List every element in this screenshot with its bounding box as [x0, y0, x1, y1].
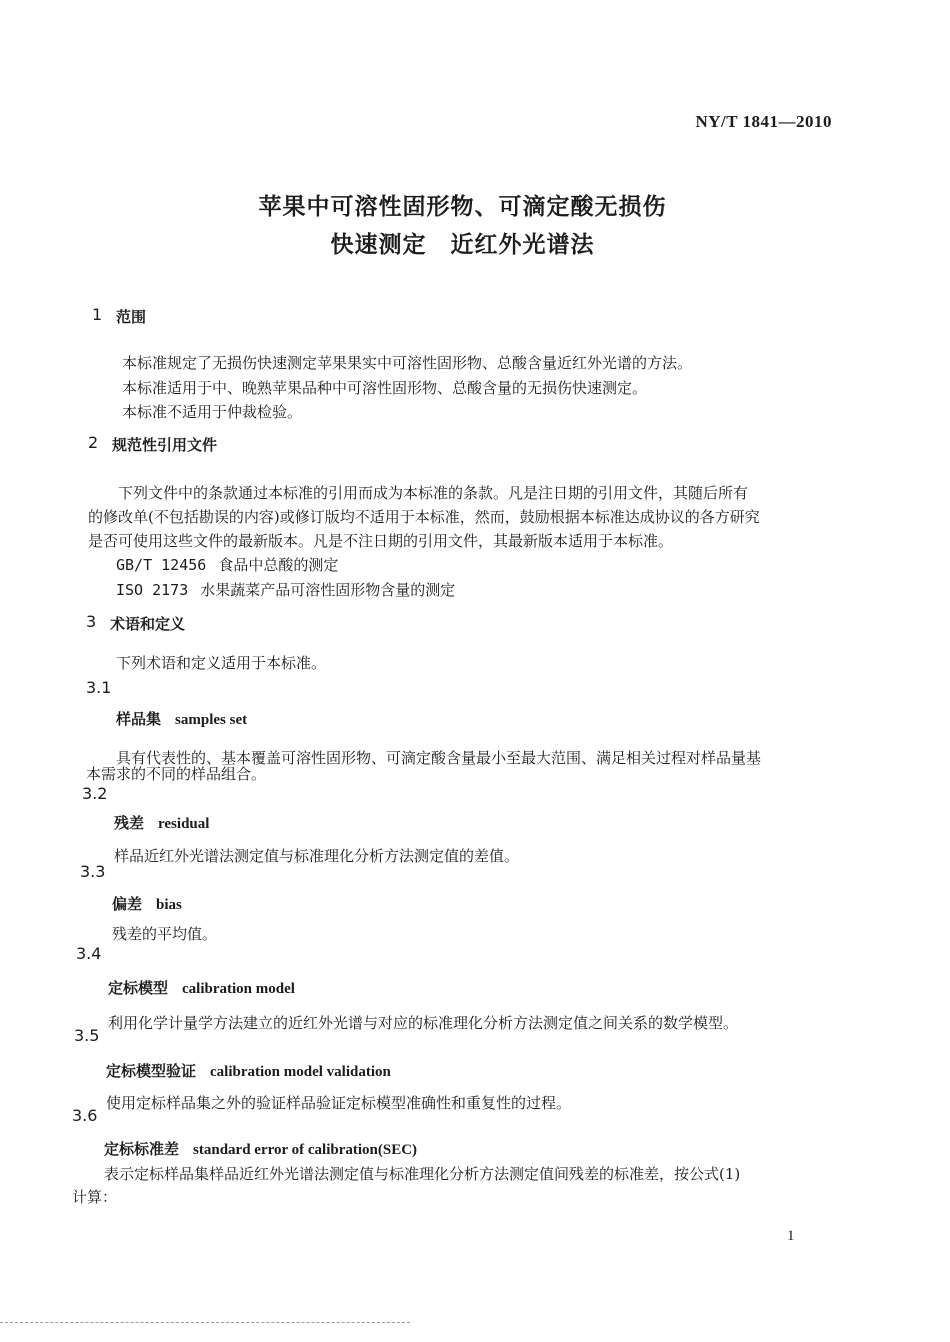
term-cn: 样品集 — [116, 710, 162, 728]
reference-title: 食品中总酸的测定 — [218, 556, 339, 574]
term-number: 3.5 — [74, 1026, 100, 1045]
section-1-title: 范围 — [116, 308, 147, 326]
term-definition-line: 本需求的不同的样品组合。 — [86, 765, 267, 783]
section-3-number: 3 — [86, 612, 97, 631]
document-title-line2: 快速测定 近红外光谱法 — [330, 232, 595, 258]
term-en: bias — [156, 897, 182, 913]
term-cn: 偏差 — [112, 895, 143, 913]
section-1-number: 1 — [92, 305, 103, 324]
term-definition-line: 具有代表性的、基本覆盖可溶性固形物、可滴定酸含量最小至最大范围、满足相关过程对样品量基 — [116, 749, 762, 767]
term-cn: 定标模型验证 — [106, 1062, 197, 1080]
term-en: standard error of calibration(SEC) — [193, 1142, 418, 1158]
section-2-paragraph-line: 下列文件中的条款通过本标准的引用而成为本标准的条款。凡是注日期的引用文件，其随后所有 — [118, 484, 749, 502]
section-3-intro: 下列术语和定义适用于本标准。 — [116, 654, 327, 672]
term-definition-line: 计算： — [72, 1188, 118, 1206]
section-3-title: 术语和定义 — [110, 615, 186, 633]
term-number: 3.2 — [82, 784, 108, 803]
scan-edge-line — [0, 1322, 410, 1323]
section-2-paragraph-line: 的修改单(不包括勘误的内容)或修订版均不适用于本标准，然而，鼓励根据本标准达成协议的各方研究 — [88, 508, 760, 526]
section-1-paragraph: 本标准不适用于仲裁检验。 — [122, 403, 303, 421]
term-heading — [114, 812, 209, 833]
section-2-number: 2 — [88, 433, 99, 452]
term-en: samples set — [175, 712, 248, 728]
term-number: 3.6 — [72, 1106, 98, 1125]
reference-code: GB/T 12456 — [116, 556, 207, 574]
term-heading — [106, 1060, 391, 1081]
term-cn: 残差 — [114, 814, 145, 832]
section-1-paragraph: 本标准适用于中、晚熟苹果品种中可溶性固形物、总酸含量的无损伤快速测定。 — [122, 379, 648, 397]
term-heading — [108, 977, 295, 998]
standard-code: NY/T 1841—2010 — [695, 112, 832, 131]
document-title-line1: 苹果中可溶性固形物、可滴定酸无损伤 — [258, 194, 667, 220]
term-heading — [104, 1138, 417, 1159]
section-2-paragraph-line: 是否可使用这些文件的最新版本。凡是不注日期的引用文件，其最新版本适用于本标准。 — [88, 532, 674, 550]
reference-code: ISO 2173 — [116, 581, 189, 599]
term-number: 3.1 — [86, 678, 112, 697]
term-definition-line: 表示定标样品集样品近红外光谱法测定值与标准理化分析方法测定值间残差的标准差，按公式(1) — [104, 1165, 741, 1183]
term-en: residual — [158, 816, 210, 832]
term-en: calibration model — [182, 981, 295, 997]
term-definition-line: 残差的平均值。 — [112, 925, 218, 943]
reference-item — [116, 554, 338, 575]
reference-item — [116, 579, 455, 600]
page-number: 1 — [787, 1228, 795, 1244]
term-en: calibration model validation — [210, 1064, 391, 1080]
term-cn: 定标模型 — [108, 979, 169, 997]
term-cn: 定标标准差 — [104, 1140, 180, 1158]
term-definition-line: 利用化学计量学方法建立的近红外光谱与对应的标准理化分析方法测定值之间关系的数学模型。 — [108, 1014, 739, 1032]
term-definition-line: 使用定标样品集之外的验证样品验证定标模型准确性和重复性的过程。 — [106, 1094, 572, 1112]
term-definition-line: 样品近红外光谱法测定值与标准理化分析方法测定值的差值。 — [114, 847, 520, 865]
section-2-title: 规范性引用文件 — [112, 436, 218, 454]
section-1-paragraph: 本标准规定了无损伤快速测定苹果果实中可溶性固形物、总酸含量近红外光谱的方法。 — [122, 354, 693, 372]
term-heading — [112, 893, 182, 914]
term-heading — [116, 708, 247, 729]
term-number: 3.3 — [80, 862, 106, 881]
reference-title: 水果蔬菜产品可溶性固形物含量的测定 — [200, 581, 456, 599]
term-number: 3.4 — [76, 944, 102, 963]
